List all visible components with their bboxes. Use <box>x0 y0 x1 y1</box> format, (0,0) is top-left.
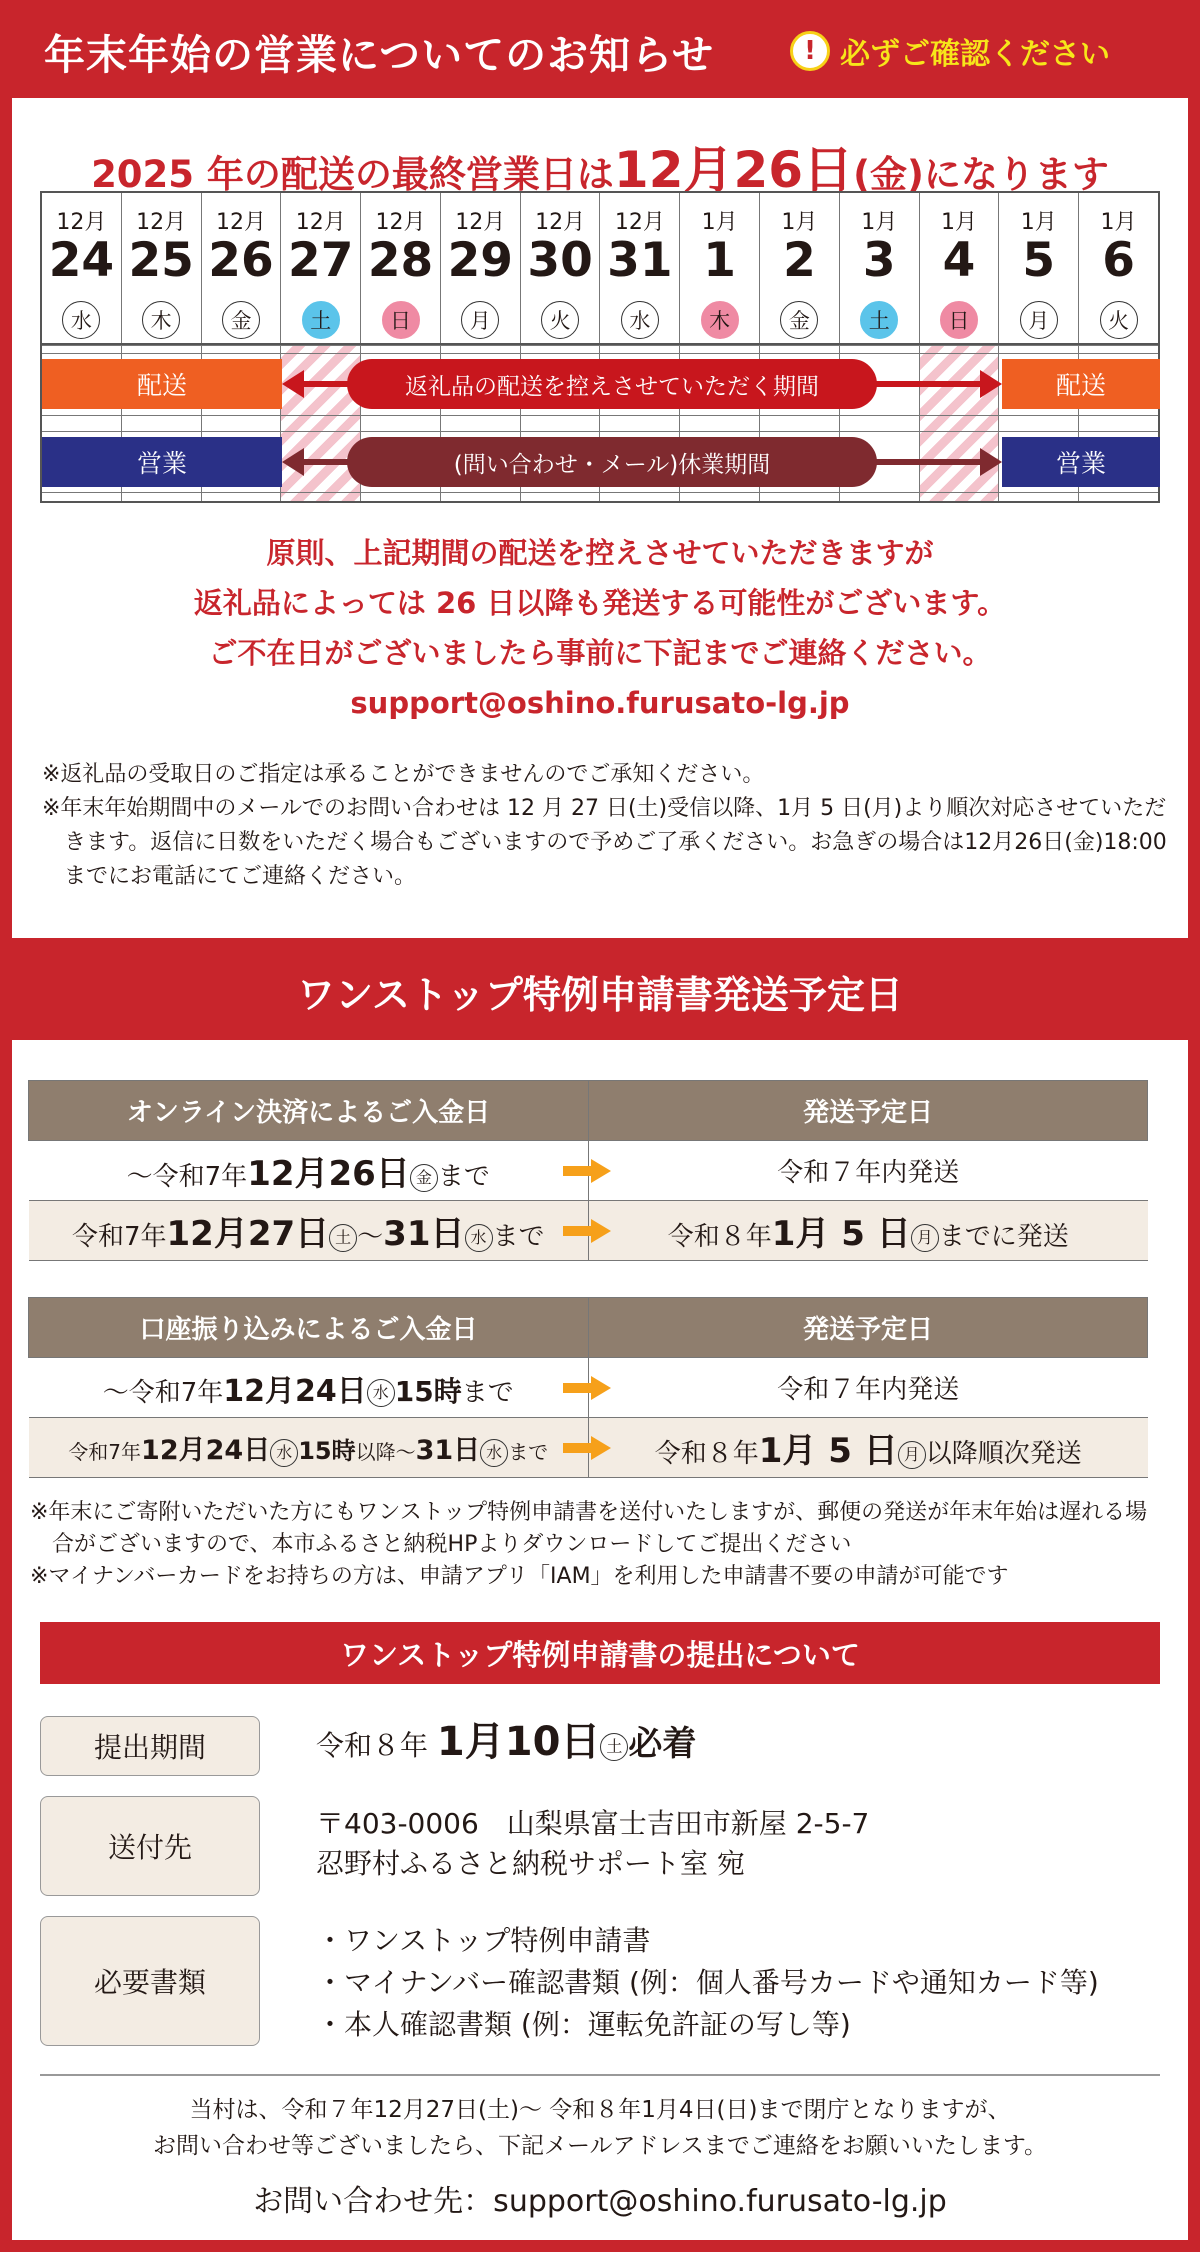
weekday-badge: 日 <box>940 301 978 339</box>
table-cell: 令和８年1月 5 日 月 以降順次発送 <box>589 1418 1148 1478</box>
divider <box>40 2074 1160 2076</box>
period-value: 令和８年 1月10日 土 必着 <box>316 1719 697 1765</box>
delivery-bar-left: 配送 <box>42 359 282 409</box>
calendar-day <box>600 193 680 343</box>
table-row: 令和7年12月27日 土 ～31日 水 まで 令和８年1月 5 日 月 までに発送 <box>29 1201 1148 1261</box>
table-row: 令和7年12月24日 水 15時以降～31日 水 まで 令和８年1月 5 日 月 以降順次発送 <box>29 1418 1148 1478</box>
table-header: 発送予定日 <box>589 1081 1148 1141</box>
weekday-badge: 金 <box>780 301 818 339</box>
page-title: 年末年始の営業についてのお知らせ <box>44 31 714 79</box>
day-month: 12月 <box>614 210 665 235</box>
section-title-onestop: ワンストップ特例申請書発送予定日 <box>297 973 903 1017</box>
day-number: 4 <box>942 233 976 288</box>
calendar-schedule <box>42 345 1158 501</box>
delivery-bar-right: 配送 <box>1002 359 1160 409</box>
weekday-badge: 木 <box>142 301 180 339</box>
onestop-notes <box>30 1497 1160 1593</box>
table-header: オンライン決済によるご入金日 <box>29 1081 589 1141</box>
online-payment-table <box>28 1080 1148 1261</box>
calendar-day <box>760 193 840 343</box>
calendar-day <box>840 193 920 343</box>
weekday-badge: 月 <box>1020 301 1058 339</box>
schedule-column <box>281 345 361 501</box>
weekday-badge: 月 <box>461 301 499 339</box>
notice-line: 返礼品によっては 26 日以降も発送する可能性がございます。 <box>193 586 1007 620</box>
day-month: 12月 <box>136 210 187 235</box>
list-item: ・マイナンバー確認書類 (例：個人番号カードや通知カード等) <box>316 1966 1099 1999</box>
exclamation-icon: ! <box>790 31 830 71</box>
day-month: 12月 <box>375 210 426 235</box>
table-header: 口座振り込みによるご入金日 <box>29 1298 589 1358</box>
day-month: 12月 <box>535 210 586 235</box>
note-item: ※年末にご寄附いただいた方にもワンストップ特例申請書を送付いたしますが、郵便の発送が年末年始は遅れる場合がございますので、本市ふるさと納税HPよりダウンロードしてご提出ください <box>30 1500 1148 1557</box>
contact-email[interactable]: お問い合わせ先：support@oshino.furusato-lg.jp <box>253 2184 947 2219</box>
arrow-right-icon <box>563 1219 613 1243</box>
calendar-day <box>202 193 282 343</box>
arrow-left-icon <box>282 370 304 398</box>
day-number: 5 <box>1022 233 1056 288</box>
headline-date: 12月26日 <box>613 141 854 199</box>
calendar-day <box>361 193 441 343</box>
day-number: 26 <box>208 233 274 288</box>
calendar-day <box>42 193 122 343</box>
period-label: 提出期間 <box>40 1716 260 1776</box>
schedule-column <box>920 345 1000 501</box>
day-month: 12月 <box>455 210 506 235</box>
headline-pre: 2025 年の配送の最終営業日は <box>91 153 614 196</box>
calendar-day <box>1079 193 1158 343</box>
calendar-day <box>920 193 1000 343</box>
weekday-badge: 水 <box>62 301 100 339</box>
day-month: 1月 <box>1100 210 1137 235</box>
weekday-badge: 土 <box>302 301 340 339</box>
weekday-badge: 木 <box>701 301 739 339</box>
day-number: 31 <box>607 233 673 288</box>
day-month: 1月 <box>701 210 738 235</box>
arrow-right-icon <box>563 1159 613 1183</box>
day-number: 1 <box>703 233 736 288</box>
day-number: 30 <box>527 233 593 288</box>
day-number: 24 <box>48 233 115 288</box>
notice-email-link[interactable]: support@oshino.furusato-lg.jp <box>350 686 850 720</box>
weekday-badge: 火 <box>541 301 579 339</box>
calendar-day <box>441 193 521 343</box>
calendar-day <box>521 193 601 343</box>
holiday-calendar <box>40 191 1160 503</box>
note-item: ※マイナンバーカードをお持ちの方は、申請アプリ「IAM」を利用した申請書不要の申請が可能です <box>30 1564 1009 1589</box>
day-month: 1月 <box>781 210 818 235</box>
day-month: 12月 <box>56 210 107 235</box>
day-month: 12月 <box>295 210 346 235</box>
day-number: 28 <box>367 233 434 288</box>
table-row: ～令和7年12月26日 金 まで 令和７年内発送 <box>29 1141 1148 1201</box>
business-pause-label: (問い合わせ・メール)休業期間 <box>347 437 877 487</box>
note-item: ※年末年始期間中のメールでのお問い合わせは 12 月 27 日(土)受信以降、1月 5 日(月)より順次対応させていただきます。返信に日数をいただく場合もございますので予めご了承ください。お急ぎの場合は12月26日(金)18:00 までにお電話にてご連絡ください。 <box>42 796 1167 889</box>
day-month: 12月 <box>215 210 266 235</box>
calendar-day <box>999 193 1079 343</box>
table-header: 発送予定日 <box>589 1298 1148 1358</box>
docs-list <box>316 1920 1099 2046</box>
day-number: 27 <box>288 233 354 288</box>
arrow-left-icon <box>282 448 304 476</box>
business-bar-right: 営業 <box>1002 437 1160 487</box>
calendar-days <box>42 193 1158 345</box>
notice-line: ご不在日がございましたら事前に下記までご連絡ください。 <box>208 636 992 670</box>
notes <box>42 758 1172 894</box>
list-item: ・ワンストップ特例申請書 <box>316 1924 651 1957</box>
headline-post: (金)になります <box>853 153 1109 196</box>
day-number: 6 <box>1102 233 1135 288</box>
weekday-badge: 火 <box>1100 301 1138 339</box>
address-value: 〒403-0006 山梨県富士吉田市新屋 2-5-7 忍野村ふるさと納税サポート室 宛 <box>316 1807 870 1880</box>
day-number: 29 <box>447 233 513 288</box>
confirm-badge <box>790 26 1110 76</box>
address-label: 送付先 <box>40 1796 260 1896</box>
table-row: ～令和7年12月24日 水 15時まで 令和７年内発送 <box>29 1358 1148 1418</box>
arrow-right-icon <box>563 1376 613 1400</box>
closure-notice: 当村は、令和７年12月27日(土)～ 令和８年1月4日(日)まで閉庁となりますが、 お問い合わせ等ございましたら、下記メールアドレスまでご連絡をお願いいたします。 <box>152 2097 1047 2159</box>
delivery-pause-label: 返礼品の配送を控えさせていただく期間 <box>347 359 877 409</box>
weekday-badge: 日 <box>382 301 420 339</box>
delivery-notice <box>12 528 1188 728</box>
table-cell: 令和７年内発送 <box>589 1141 1148 1201</box>
confirm-badge-text: 必ずご確認ください <box>840 37 1110 72</box>
arrow-right-icon <box>563 1436 613 1460</box>
weekday-badge: 金 <box>222 301 260 339</box>
calendar-day <box>680 193 760 343</box>
calendar-day <box>281 193 361 343</box>
notice-line: 原則、上記期間の配送を控えさせていただきますが <box>266 536 934 570</box>
calendar-day <box>122 193 202 343</box>
day-number: 3 <box>862 233 896 288</box>
bank-transfer-table <box>28 1297 1148 1478</box>
note-item: ※返礼品の受取日のご指定は承ることができませんのでご承知ください。 <box>42 762 765 787</box>
docs-label: 必要書類 <box>40 1916 260 2046</box>
day-month: 1月 <box>861 210 898 235</box>
submission-title: ワンストップ特例申請書の提出について <box>40 1622 1160 1684</box>
arrow-right-icon <box>980 370 1002 398</box>
day-number: 2 <box>783 233 816 288</box>
arrow-right-icon <box>980 448 1002 476</box>
weekday-badge: 土 <box>860 301 898 339</box>
weekday-badge: 水 <box>621 301 659 339</box>
day-month: 1月 <box>940 210 977 235</box>
year-end-notice-panel <box>12 98 1188 938</box>
day-month: 1月 <box>1020 210 1057 235</box>
list-item: ・本人確認書類 (例：運転免許証の写し等) <box>316 2008 851 2041</box>
table-cell: 令和８年1月 5 日 月 までに発送 <box>589 1201 1148 1261</box>
business-bar-left: 営業 <box>42 437 282 487</box>
table-cell: 令和７年内発送 <box>589 1358 1148 1418</box>
day-number: 25 <box>128 233 194 288</box>
